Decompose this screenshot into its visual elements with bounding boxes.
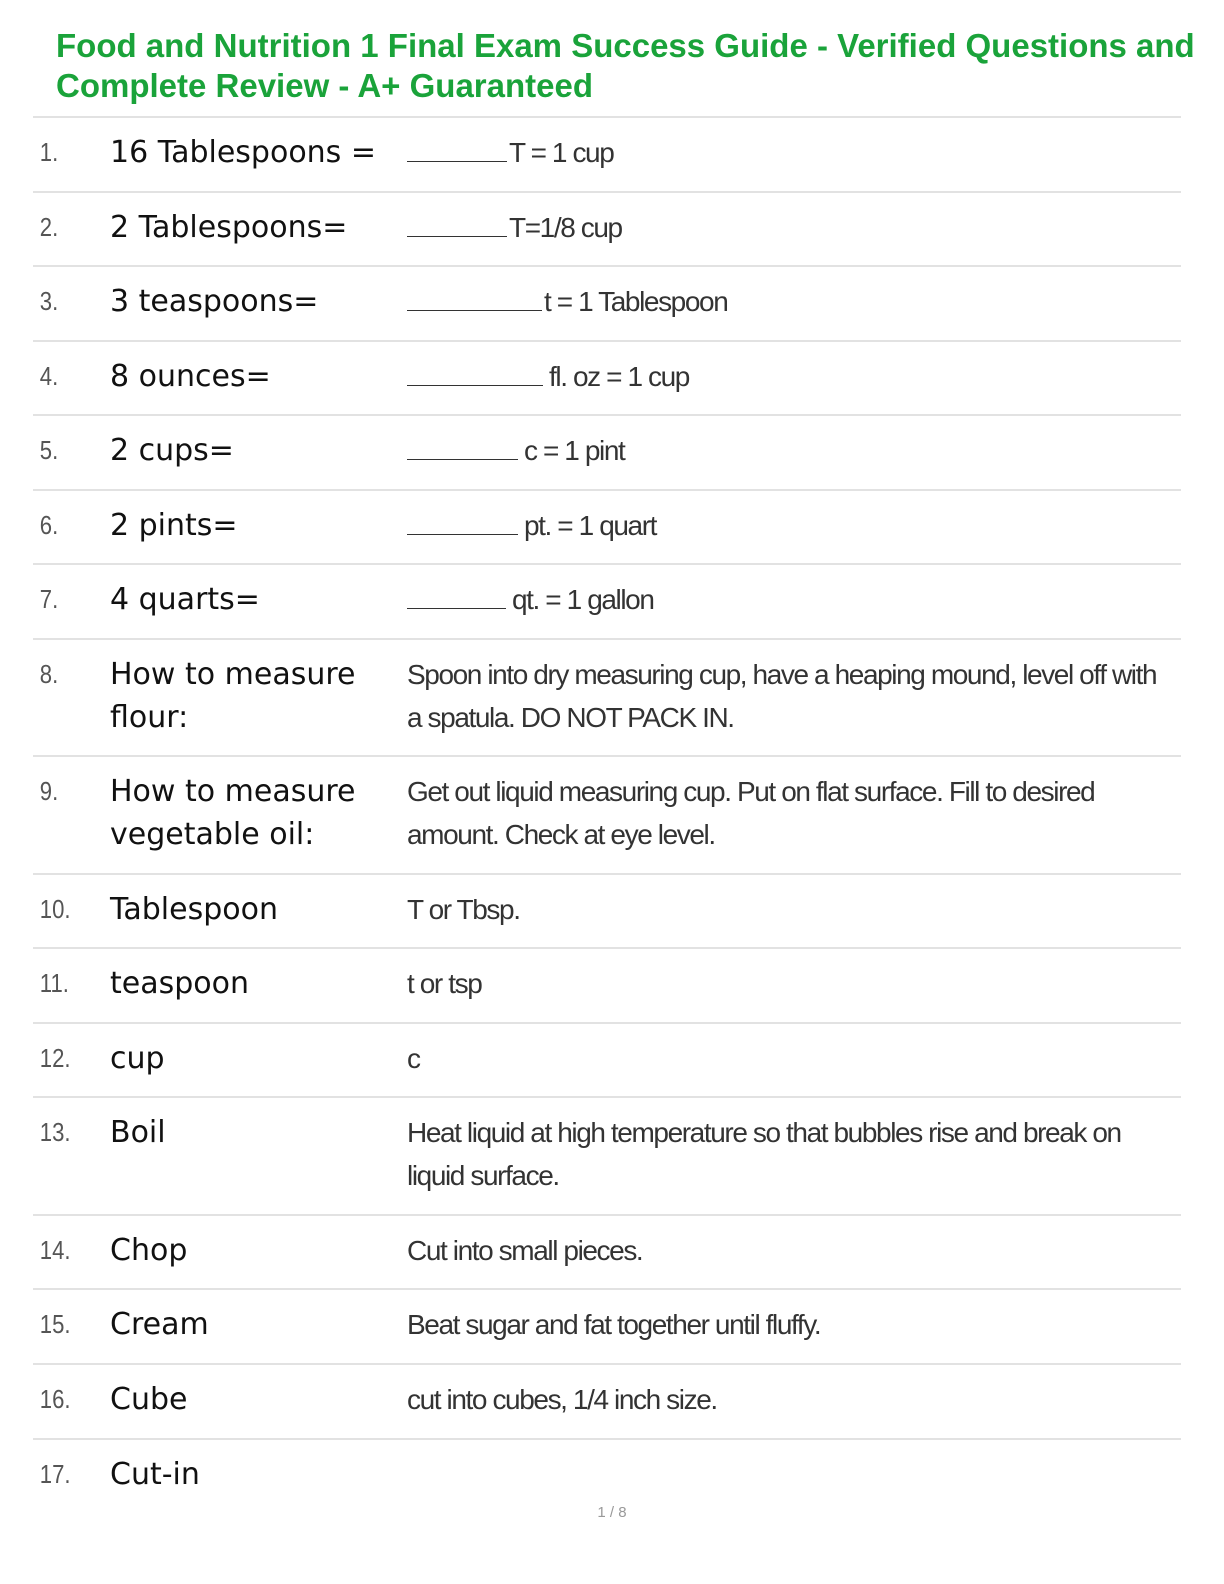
- row-term: 2 Tablespoons=: [110, 210, 348, 245]
- row-number: 17.: [39, 1459, 71, 1489]
- row-term: 2 pints=: [110, 508, 238, 543]
- row-term: 16 Tablespoons =: [110, 135, 376, 170]
- row-number: 7.: [39, 584, 59, 614]
- table-row: [33, 193, 1181, 267]
- row-definition: t or tsp: [407, 968, 482, 999]
- answer-blank: [407, 131, 507, 162]
- row-definition: cut into cubes, 1/4 inch size.: [407, 1384, 717, 1415]
- row-term: How to measure vegetable oil:: [110, 774, 356, 852]
- table-row: [33, 118, 1181, 193]
- row-term: Cream: [110, 1307, 209, 1342]
- table-row: [33, 1440, 1181, 1500]
- row-number: 4.: [39, 361, 59, 391]
- table-row: [33, 949, 1181, 1024]
- row-term: 3 teaspoons=: [110, 284, 319, 319]
- table-row: [33, 267, 1181, 342]
- row-term: How to measure flour:: [110, 657, 356, 735]
- definition-text: c = 1 pint: [524, 435, 625, 466]
- row-definition: [407, 578, 1181, 638]
- table-row: [33, 1365, 1181, 1440]
- row-definition: Spoon into dry measuring cup, have a heaping mound, level off with a spatula. DO NOT PACK IN.: [407, 659, 1157, 733]
- row-term: Cut-in: [110, 1457, 200, 1492]
- definition-text: t = 1 Tablespoon: [544, 286, 728, 317]
- row-term: Boil: [110, 1115, 166, 1150]
- row-definition: Get out liquid measuring cup. Put on flat surface. Fill to desired amount. Check at eye level.: [407, 776, 1095, 850]
- answer-blank: [407, 429, 518, 460]
- row-definition: T or Tbsp.: [407, 894, 520, 925]
- definition-text: T = 1 cup: [509, 137, 614, 168]
- row-definition: [407, 1453, 1181, 1500]
- row-term: 8 ounces=: [110, 359, 271, 394]
- table-row: [33, 491, 1181, 565]
- table-row: [33, 565, 1181, 640]
- row-definition: [407, 355, 1181, 414]
- table-row: [33, 416, 1181, 491]
- row-term: 2 cups=: [110, 433, 234, 468]
- qa-table: [33, 116, 1181, 1500]
- row-number: 15.: [39, 1309, 71, 1339]
- row-number: 8.: [39, 659, 59, 689]
- row-definition: [407, 131, 1181, 191]
- table-row: [33, 640, 1181, 757]
- row-number: 9.: [39, 776, 59, 806]
- definition-text: fl. oz = 1 cup: [549, 361, 689, 392]
- row-term: 4 quarts=: [110, 582, 260, 617]
- row-number: 3.: [39, 286, 59, 316]
- table-row: [33, 342, 1181, 416]
- row-term: Chop: [110, 1233, 188, 1268]
- answer-blank: [407, 280, 542, 311]
- row-term: Tablespoon: [110, 892, 278, 927]
- row-definition: [407, 280, 1181, 340]
- row-term: teaspoon: [110, 966, 249, 1001]
- definition-text: T=1/8 cup: [509, 212, 622, 243]
- row-definition: [407, 429, 1181, 489]
- row-number: 2.: [39, 212, 59, 242]
- table-row: [33, 1216, 1181, 1290]
- row-definition: Heat liquid at high temperature so that bubbles rise and break on liquid surface.: [407, 1117, 1121, 1191]
- row-number: 5.: [39, 435, 59, 465]
- row-number: 12.: [39, 1043, 71, 1073]
- row-number: 14.: [39, 1235, 71, 1265]
- row-number: 1.: [39, 137, 59, 167]
- row-definition: [407, 504, 1181, 563]
- table-row: [33, 875, 1181, 949]
- row-definition: Cut into small pieces.: [407, 1235, 643, 1266]
- row-definition: c: [407, 1043, 420, 1074]
- table-row: [33, 1024, 1181, 1098]
- table-row: [33, 1290, 1181, 1365]
- row-number: 6.: [39, 510, 59, 540]
- row-term: Cube: [110, 1382, 188, 1417]
- answer-blank: [407, 504, 518, 535]
- answer-blank: [407, 206, 507, 237]
- answer-blank: [407, 578, 506, 609]
- row-number: 10.: [39, 894, 71, 924]
- page-number: 1 / 8: [597, 1504, 627, 1521]
- row-definition: Beat sugar and fat together until fluffy.: [407, 1309, 821, 1340]
- table-row: [33, 1098, 1181, 1216]
- row-number: 13.: [39, 1117, 71, 1147]
- row-number: 11.: [39, 968, 69, 998]
- definition-text: qt. = 1 gallon: [512, 584, 654, 615]
- answer-blank: [407, 355, 543, 386]
- document-title: Food and Nutrition 1 Final Exam Success Guide - Verified Questions and Complete Review - A+ Guaranteed: [56, 27, 1195, 104]
- row-number: 16.: [39, 1384, 71, 1414]
- row-definition: [407, 206, 1181, 265]
- definition-text: pt. = 1 quart: [524, 510, 657, 541]
- table-row: [33, 757, 1181, 875]
- row-term: cup: [110, 1041, 165, 1076]
